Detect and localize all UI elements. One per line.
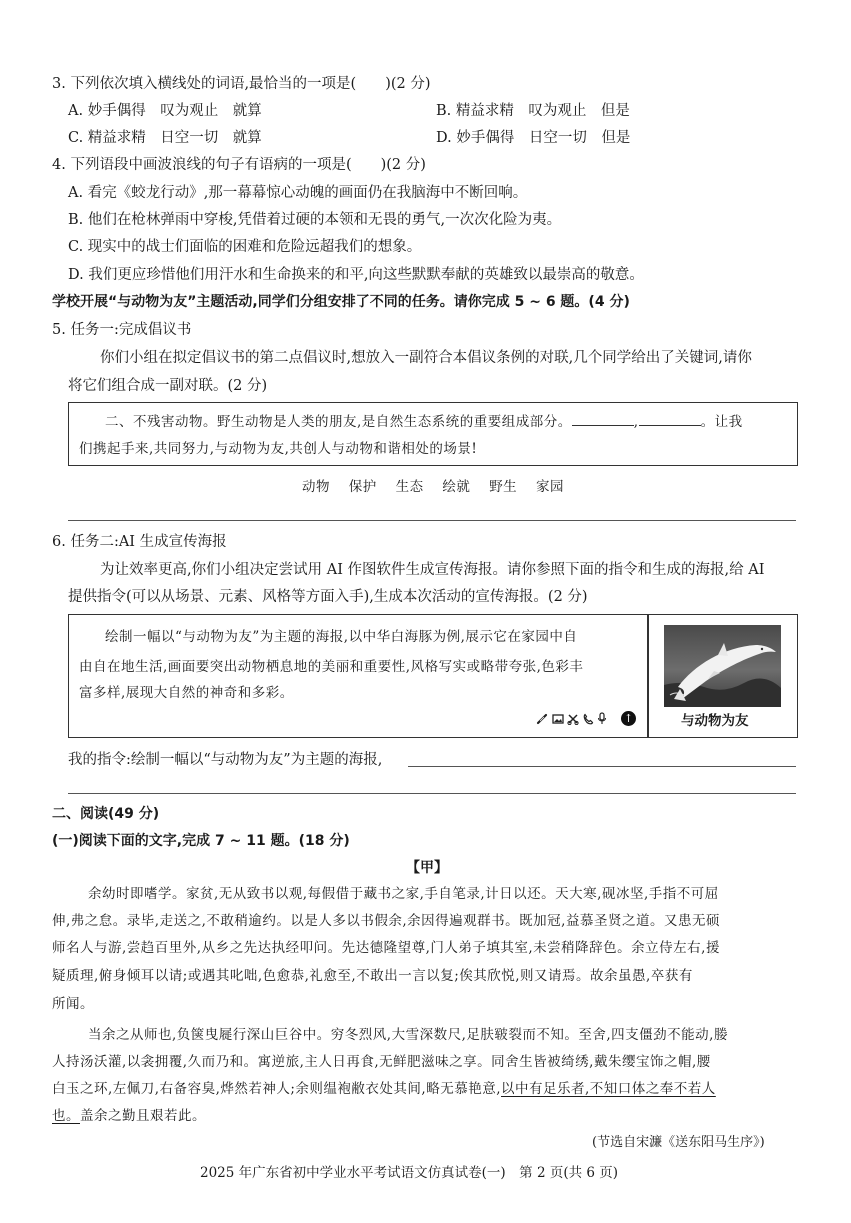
passage-label: 【甲】 <box>406 860 448 876</box>
activity-intro: 学校开展“与动物为友”主题活动,同学们分组安排了不同的任务。请你完成 5 ~ 6 题。(4 分) <box>52 294 630 310</box>
scissors-icon[interactable] <box>567 713 579 725</box>
passage-line: 白玉之环,左佩刀,右备容臭,烨然若神人;余则缊袍敝衣处其间,略无慕艳意,以中有足乐者,不知口体之奉不若人 <box>52 1081 716 1097</box>
passage-line: 伸,弗之怠。录毕,走送之,不敢稍逾约。以是人多以书假余,余因得遍观群书。既加冠,益慕圣贤之道。又患无硕 <box>52 913 720 929</box>
answer-line-q6b[interactable] <box>68 793 796 794</box>
keyword-list <box>302 477 564 497</box>
page-footer: 2025 年广东省初中学业水平考试语文仿真试卷(一) 第 2 页(共 6 页) <box>200 1165 619 1181</box>
q3-option-a: A. 妙手偶得 叹为观止 就算 <box>68 103 262 119</box>
keyword: 动物 <box>302 479 330 495</box>
passage-line: 师名人与游,尝趋百里外,从乡之先达执经叩问。先达德隆望尊,门人弟子填其室,未尝稍降辞色。余立侍左右,援 <box>52 940 720 956</box>
panel-divider <box>647 615 649 737</box>
dolphin-poster-image <box>664 625 781 707</box>
keyword: 生态 <box>395 479 424 495</box>
q4-option-a: A. 看完《蛟龙行动》,那一幕幕惊心动魄的画面仍在我脑海中不断回响。 <box>68 185 528 201</box>
mic-icon[interactable] <box>597 712 607 725</box>
send-icon[interactable]: ↑ <box>621 711 636 726</box>
part-title: (一)阅读下面的文字,完成 7 ~ 11 题。(18 分) <box>52 833 350 849</box>
proposal-line1: 二、不残害动物。野生动物是人类的朋友,是自然生态系统的重要组成部分。 , 。让我 <box>105 411 743 432</box>
ai-prompt-line2: 由自在地生活,画面要突出动物栖息地的美丽和重要性,风格写实或略带夸张,色彩丰 <box>79 659 584 675</box>
link-icon[interactable] <box>535 712 549 726</box>
poster-caption: 与动物为友 <box>681 713 749 729</box>
couplet-blank-2[interactable] <box>639 411 701 426</box>
keyword: 野生 <box>489 479 518 495</box>
q5-body-line1: 你们小组在拟定倡议书的第二点倡议时,想放入一副符合本倡议条例的对联,几个同学给出了关键词,请你 <box>100 350 752 366</box>
passage-line: 所闻。 <box>52 996 94 1012</box>
keyword: 家园 <box>535 479 564 495</box>
q4-stem: 4. 下列语段中画波浪线的句子有语病的一项是( )(2 分) <box>52 157 426 173</box>
answer-line-q6a[interactable] <box>408 766 796 767</box>
q3-option-b: B. 精益求精 叹为观止 但是 <box>436 103 630 119</box>
image-icon[interactable] <box>552 713 564 725</box>
q4-option-d: D. 我们更应珍惜他们用汗水和生命换来的和平,向这些默默奉献的英雄致以最崇高的敬意。 <box>68 267 644 283</box>
section-title: 二、阅读(49 分) <box>52 806 160 822</box>
ai-prompt-line3: 富多样,展现大自然的神奇和多彩。 <box>79 685 294 701</box>
underlined-sentence: 以中有足乐者,不知口体之奉不若人 <box>501 1081 716 1097</box>
keyword: 保护 <box>348 479 377 495</box>
passage-line: 当余之从师也,负箧曳屣行深山巨谷中。穷冬烈风,大雪深数尺,足肤皲裂而不知。至舍,四支僵劲不能动,媵 <box>88 1027 728 1043</box>
passage-line: 也。盖余之勤且艰若此。 <box>52 1108 206 1124</box>
q6-body-line1: 为让效率更高,你们小组决定尝试用 AI 作图软件生成宣传海报。请你参照下面的指令和生成的海报,给 AI <box>100 562 765 578</box>
ai-toolbar <box>535 711 636 726</box>
passage-line: 人持汤沃灌,以衾拥覆,久而乃和。寓逆旅,主人日再食,无鲜肥滋味之享。同舍生皆被绮绣,戴朱缨宝饰之帽,腰 <box>52 1054 711 1070</box>
couplet-blank-1[interactable] <box>572 411 634 426</box>
q3-option-c: C. 精益求精 日空一切 就算 <box>68 130 262 146</box>
q4-option-c: C. 现实中的战士们面临的困难和危险远超我们的想象。 <box>68 239 422 255</box>
passage-source: (节选自宋濂《送东阳马生序》) <box>592 1135 765 1150</box>
q6-title: 6. 任务二:AI 生成宣传海报 <box>52 534 227 550</box>
underlined-sentence-end: 也。 <box>52 1108 80 1124</box>
passage-line: 疑质理,俯身倾耳以请;或遇其叱咄,色愈恭,礼愈至,不敢出一言以复;俟其欣悦,则又请焉。故余虽愚,卒获有 <box>52 968 693 984</box>
q5-body-line2: 将它们组合成一副对联。(2 分) <box>68 378 268 394</box>
phone-icon[interactable] <box>582 713 594 725</box>
q6-body-line2: 提供指令(可以从场景、元素、风格等方面入手),生成本次活动的宣传海报。(2 分) <box>68 589 588 605</box>
q3-option-d: D. 妙手偶得 日空一切 但是 <box>436 130 631 146</box>
q4-option-b: B. 他们在枪林弹雨中穿梭,凭借着过硬的本领和无畏的勇气,一次次化险为夷。 <box>68 212 562 228</box>
passage-line: 余幼时即嗜学。家贫,无从致书以观,每假借于藏书之家,手自笔录,计日以还。天大寒,砚冰坚,手指不可屈 <box>88 886 719 902</box>
ai-prompt-line1: 绘制一幅以“与动物为友”为主题的海报,以中华白海豚为例,展示它在家园中自 <box>105 629 578 645</box>
proposal-line2: 们携起手来,共同努力,与动物为友,共创人与动物和谐相处的场景! <box>79 441 478 457</box>
answer-line-q5[interactable] <box>68 520 796 521</box>
my-prompt-label: 我的指令:绘制一幅以“与动物为友”为主题的海报, <box>68 752 383 768</box>
keyword: 绘就 <box>442 479 471 495</box>
q3-stem: 3. 下列依次填入横线处的词语,最恰当的一项是( )(2 分) <box>52 76 431 92</box>
q5-title: 5. 任务一:完成倡议书 <box>52 322 192 338</box>
proposal-box <box>68 402 798 466</box>
ai-prompt-panel <box>68 614 798 738</box>
